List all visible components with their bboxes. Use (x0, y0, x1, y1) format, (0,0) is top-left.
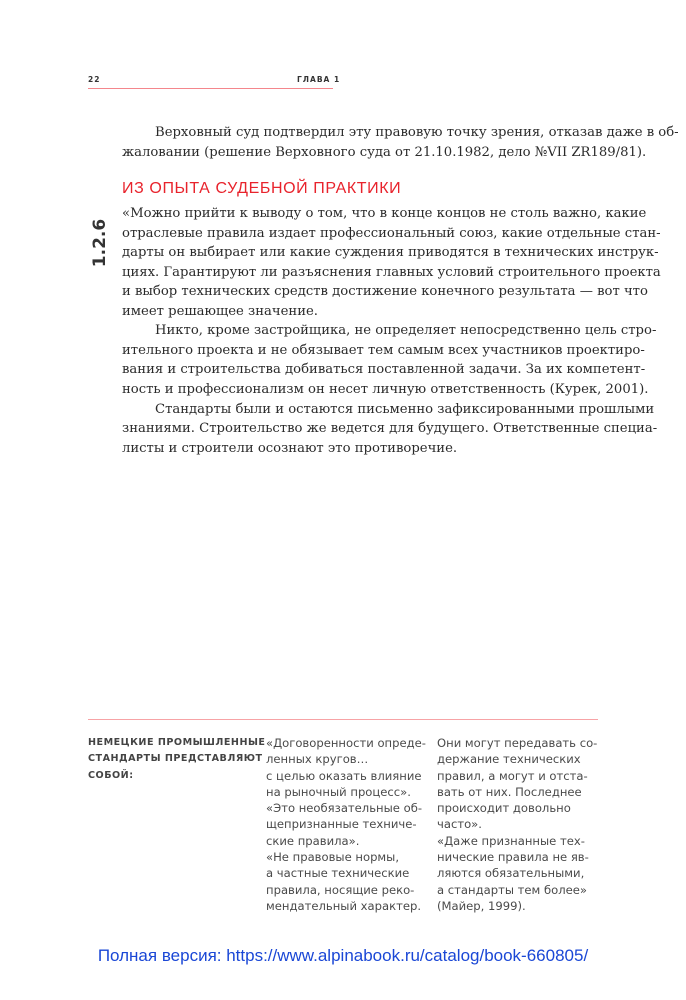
sidebar-line: а стандарты тем более» (437, 882, 588, 897)
sidebar-line: «Не правовые нормы, (266, 850, 400, 865)
body-line: знаниями. Строительство же ведется для будущего. Ответственные специа- (122, 421, 658, 437)
body-line: Стандарты были и остаются письменно зафиксированными прошлыми (155, 401, 655, 417)
sidebar-line: правила, носящие реко- (266, 882, 415, 897)
sidebar-line: происходит довольно (437, 801, 571, 816)
sidebar-line: нические правила не яв- (437, 850, 589, 865)
body-line: листы и строители осознают это противоречие. (122, 440, 458, 456)
body-line: и выбор технических средств достижение конечного результата — вот что (122, 284, 648, 300)
body-line: «Можно прийти к выводу о том, что в конце концов не столь важно, какие (122, 206, 647, 221)
sidebar-line: часто». (437, 817, 482, 832)
sidebar-line: «Даже признанные тех- (437, 833, 585, 848)
sidebar-line: Они могут передавать со- (437, 736, 598, 750)
chapter-title: ГЛАВА 1 (297, 75, 341, 84)
intro-line: жаловании (решение Верховного суда от 21.10.1982, дело №VII ZR189/81). (122, 145, 647, 160)
sidebar-line: держание технических (437, 752, 581, 767)
body-line: дарты он выбирает или какие суждения приводятся в технических инструк- (122, 245, 659, 261)
sidebar-line: щепризнанные техниче- (266, 817, 417, 832)
intro-line: Верховный суд подтвердил эту правовую точку зрения, отказав даже в об- (155, 125, 679, 140)
sidebar-title (88, 735, 265, 784)
sidebar-line: «Это необязательные об- (266, 801, 423, 816)
sidebar-line: правил, а могут и отста- (437, 768, 588, 783)
sidebar-line: мендательный характер. (266, 898, 422, 913)
page-number: 22 (88, 75, 101, 84)
body-line: циях. Гарантируют ли разъяснения главных условий строительного проекта (122, 264, 661, 280)
body-line: вания и строительства добиваться поставленной задачи. За их компетент- (122, 362, 646, 378)
sidebar-line: ские правила». (266, 833, 360, 848)
sidebar-line: НЕМЕЦКИЕ ПРОМЫШЛЕННЫЕ (88, 737, 266, 748)
body-line: имеет решающее значение. (122, 303, 318, 319)
sidebar-line: «Договоренности опреде- (266, 736, 426, 750)
sidebar-line: ляются обязательными, (437, 866, 585, 881)
body-line: ительного проекта и не обязывает тем самым всех участников проектиро- (122, 342, 645, 358)
full-version-link[interactable]: Полная версия: https://www.alpinabook.ru/catalog/book-660805/ (97, 946, 589, 965)
sidebar-line: а частные технические (266, 866, 410, 881)
sidebar-line: (Майер, 1999). (437, 898, 526, 913)
sidebar-column-2 (266, 735, 426, 914)
header-divider (88, 88, 333, 89)
sidebar-divider (88, 719, 598, 720)
section-heading: ИЗ ОПЫТА СУДЕБНОЙ ПРАКТИКИ (122, 180, 402, 197)
sidebar-line: на рыночный процесс». (266, 784, 411, 799)
sidebar-line: с целью оказать влияние (266, 768, 422, 783)
sidebar-line: СТАНДАРТЫ ПРЕДСТАВЛЯЮТ (88, 753, 263, 765)
section-number: 1.2.6 (90, 218, 110, 268)
sidebar-line: вать от них. Последнее (437, 784, 582, 799)
sidebar-line: СОБОЙ: (88, 769, 134, 781)
body-line: ность и профессионализм он несет личную ответственность (Курек, 2001). (122, 381, 649, 397)
sidebar-line: ленных кругов… (266, 752, 369, 767)
sidebar-column-3 (437, 735, 597, 914)
body-line: Никто, кроме застройщика, не определяет непосредственно цель стро- (155, 323, 657, 339)
body-line: отраслевые правила издает профессиональный союз, какие отдельные стан- (122, 225, 661, 241)
